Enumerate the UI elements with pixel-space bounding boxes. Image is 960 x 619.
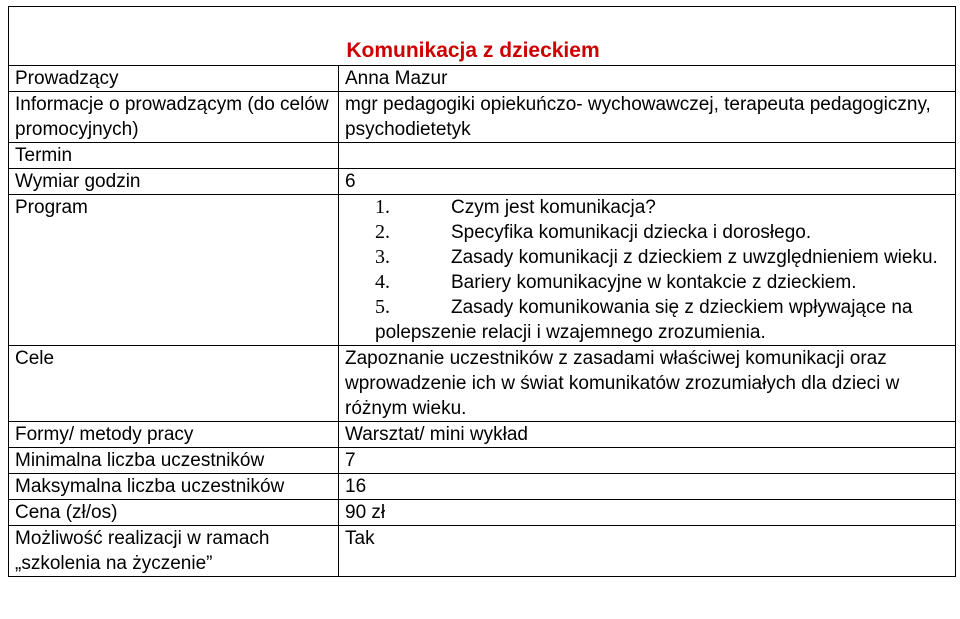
list-item: 3. Zasady komunikacji z dzieckiem z uwzględnieniem wieku. [375, 246, 938, 268]
list-item: 5. Zasady komunikowania się z dzieckiem wpływające na polepszenie relacji i wzajemnego zrozumienia. [375, 296, 913, 343]
title-row [9, 7, 956, 66]
label-prowadzacy: Prowadzący [9, 66, 339, 92]
table-row [9, 169, 956, 195]
value-termin [339, 143, 956, 169]
label-termin: Termin [9, 143, 339, 169]
table-row [9, 143, 956, 169]
course-title: Komunikacja z dzieckiem [9, 7, 956, 66]
label-max: Maksymalna liczba uczestników [9, 474, 339, 500]
table-row [9, 92, 956, 143]
list-item: 1. Czym jest komunikacja? [375, 196, 656, 218]
course-info-table [8, 6, 956, 577]
table-row [9, 66, 956, 92]
value-wymiar: 6 [339, 169, 956, 195]
value-min: 7 [339, 448, 956, 474]
label-informacje: Informacje o prowadzącym (do celów promocyjnych) [9, 92, 339, 143]
value-informacje: mgr pedagogiki opiekuńczo- wychowawczej, terapeuta pedagogiczny, psychodietetyk [339, 92, 956, 143]
value-prowadzacy: Anna Mazur [339, 66, 956, 92]
program-list [345, 195, 955, 345]
table-row [9, 346, 956, 422]
table-row [9, 526, 956, 577]
table-row [9, 448, 956, 474]
label-program: Program [9, 195, 339, 346]
value-program [339, 195, 956, 346]
table-row [9, 195, 956, 346]
label-wymiar: Wymiar godzin [9, 169, 339, 195]
value-mozliwosc: Tak [339, 526, 956, 577]
table-row [9, 422, 956, 448]
value-cele: Zapoznanie uczestników z zasadami właściwej komunikacji oraz wprowadzenie ich w świat komunikatów zrozumiałych dla dzieci w różnym wieku. [339, 346, 956, 422]
label-formy: Formy/ metody pracy [9, 422, 339, 448]
value-cena: 90 zł [339, 500, 956, 526]
table-row [9, 500, 956, 526]
table-row [9, 474, 956, 500]
label-cele: Cele [9, 346, 339, 422]
list-item: 2. Specyfika komunikacji dziecka i dorosłego. [375, 221, 812, 243]
label-min: Minimalna liczba uczestników [9, 448, 339, 474]
value-formy: Warsztat/ mini wykład [339, 422, 956, 448]
value-max: 16 [339, 474, 956, 500]
label-mozliwosc: Możliwość realizacji w ramach „szkolenia na życzenie” [9, 526, 339, 577]
label-cena: Cena (zł/os) [9, 500, 339, 526]
list-item: 4. Bariery komunikacyjne w kontakcie z dzieckiem. [375, 271, 857, 293]
